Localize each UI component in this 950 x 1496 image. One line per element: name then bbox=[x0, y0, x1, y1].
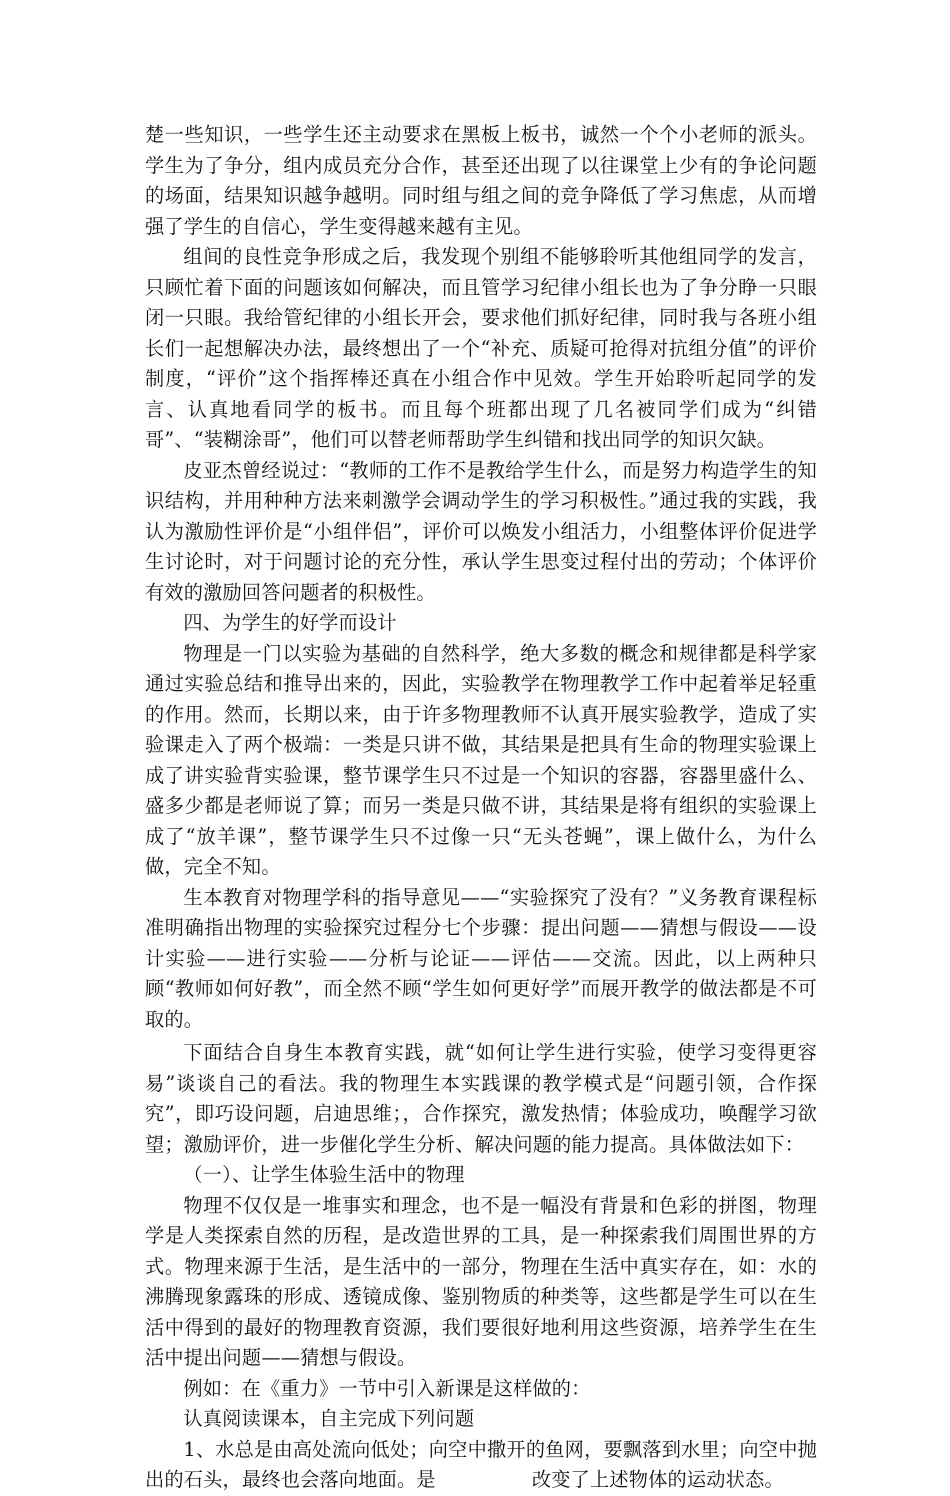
paragraph-guidance: 生本教育对物理学科的指导意见——“实验探究了没有？”义务教育课程标准明确指出物理的实验探究过程分七个步骤：提出问题——猜想与假设——设计实验——进行实验——分析与论证——评估——交流。因此，以上两种只顾“教师如何好教”，而全然不顾“学生如何更好学”而展开教学的做法都是不可取的。 bbox=[145, 885, 817, 1031]
paragraph-physics-life: 物理不仅仅是一堆事实和理念，也不是一幅没有背景和色彩的拼图，物理学是人类探索自然的历程，是改造世界的工具，是一种探索我们周围世界的方式。物理来源于生活，是生活中的一部分，物理在生活中真实存在，如：水的沸腾现象露珠的形成、透镜成像、鉴别物质的种类等，这些都是学生可以在生活中得到的最好的物理教育资源，我们要很好地利用这些资源，培养学生在生活中提出问题——猜想与假设。 bbox=[145, 1193, 817, 1369]
question-one-text: 1、水总是由高处流向低处；向空中撒开的鱼网，要飘落到水里；向空中抛出的石头，最终也会落向地面。是 bbox=[145, 1437, 817, 1491]
section-heading-four: 四、为学生的好学而设计 bbox=[183, 611, 397, 634]
question-one bbox=[145, 1435, 817, 1496]
paragraph-instruction: 认真阅读课本，自主完成下列问题 bbox=[183, 1407, 475, 1430]
document-page bbox=[145, 120, 817, 1496]
paragraph-continuation: 楚一些知识，一些学生还主动要求在黑板上板书，诚然一个个小老师的派头。学生为了争分，组内成员充分合作，甚至还出现了以往课堂上少有的争论问题的场面，结果知识越争越明。同时组与组之间的竞争降低了学习焦虑，从而增强了学生的自信心，学生变得越来越有主见。 bbox=[145, 123, 817, 238]
paragraph-practice: 下面结合自身生本教育实践，就“如何让学生进行实验，使学习变得更容易”谈谈自己的看法。我的物理生本实践课的教学模式是“问题引领，合作探究”，即巧设问题，启迪思维；，合作探究，激发热情；体验成功，唤醒学习欲望；激励评价，进一步催化学生分析、解决问题的能力提高。具体做法如下： bbox=[145, 1041, 817, 1156]
paragraph-group-competition: 组间的良性竞争形成之后，我发现个别组不能够聆听其他组同学的发言，只顾忙着下面的问题该如何解决，而且管学习纪律小组长也为了争分睁一只眼闭一只眼。我给管纪律的小组长开会，要求他们抓好纪律，同时我与各班小组长们一起想解决办法，最终想出了一个“补充、质疑可抢得对抗组分值”的评价制度，“评价”这个指挥棒还真在小组合作中见效。学生开始聆听起同学的发言、认真地看同学的板书。而且每个班都出现了几名被同学们成为“纠错哥”、“装糊涂哥”，他们可以替老师帮助学生纠错和找出同学的知识欠缺。 bbox=[145, 245, 817, 451]
question-one-tail: 改变了上述物体的运动状态。 bbox=[531, 1468, 784, 1491]
paragraph-example: 例如：在《重力》一节中引入新课是这样做的： bbox=[183, 1376, 591, 1400]
subsection-heading-one: （一）、让学生体验生活中的物理 bbox=[183, 1163, 465, 1186]
paragraph-physics-experiment: 物理是一门以实验为基础的自然科学，绝大多数的概念和规律都是科学家通过实验总结和推导出来的，因此，实验教学在物理教学工作中起着举足轻重的作用。然而，长期以来，由于许多物理教师不认真开展实验教学，造成了实验课走入了两个极端：一类是只讲不做，其结果是把具有生命的物理实验课上成了讲实验背实验课，整节课学生只不过是一个知识的容器，容器里盛什么、盛多少都是老师说了算；而另一类是只做不讲，其结果是将有组织的实验课上成了“放羊课”，整节课学生只不过像一只“无头苍蝇”，课上做什么，为什么做，完全不知。 bbox=[145, 641, 817, 878]
paragraph-piaget-quote: 皮亚杰曾经说过：“教师的工作不是教给学生什么，而是努力构造学生的知识结构，并用种种方法来刺激学会调动学生的学习积极性。”通过我的实践，我认为激励性评价是“小组伴侣”，评价可以焕发小组活力，小组整体评价促进学生讨论时，对于问题讨论的充分性，承认学生思变过程付出的劳动；个体评价有效的激励回答问题者的积极性。 bbox=[145, 458, 817, 604]
